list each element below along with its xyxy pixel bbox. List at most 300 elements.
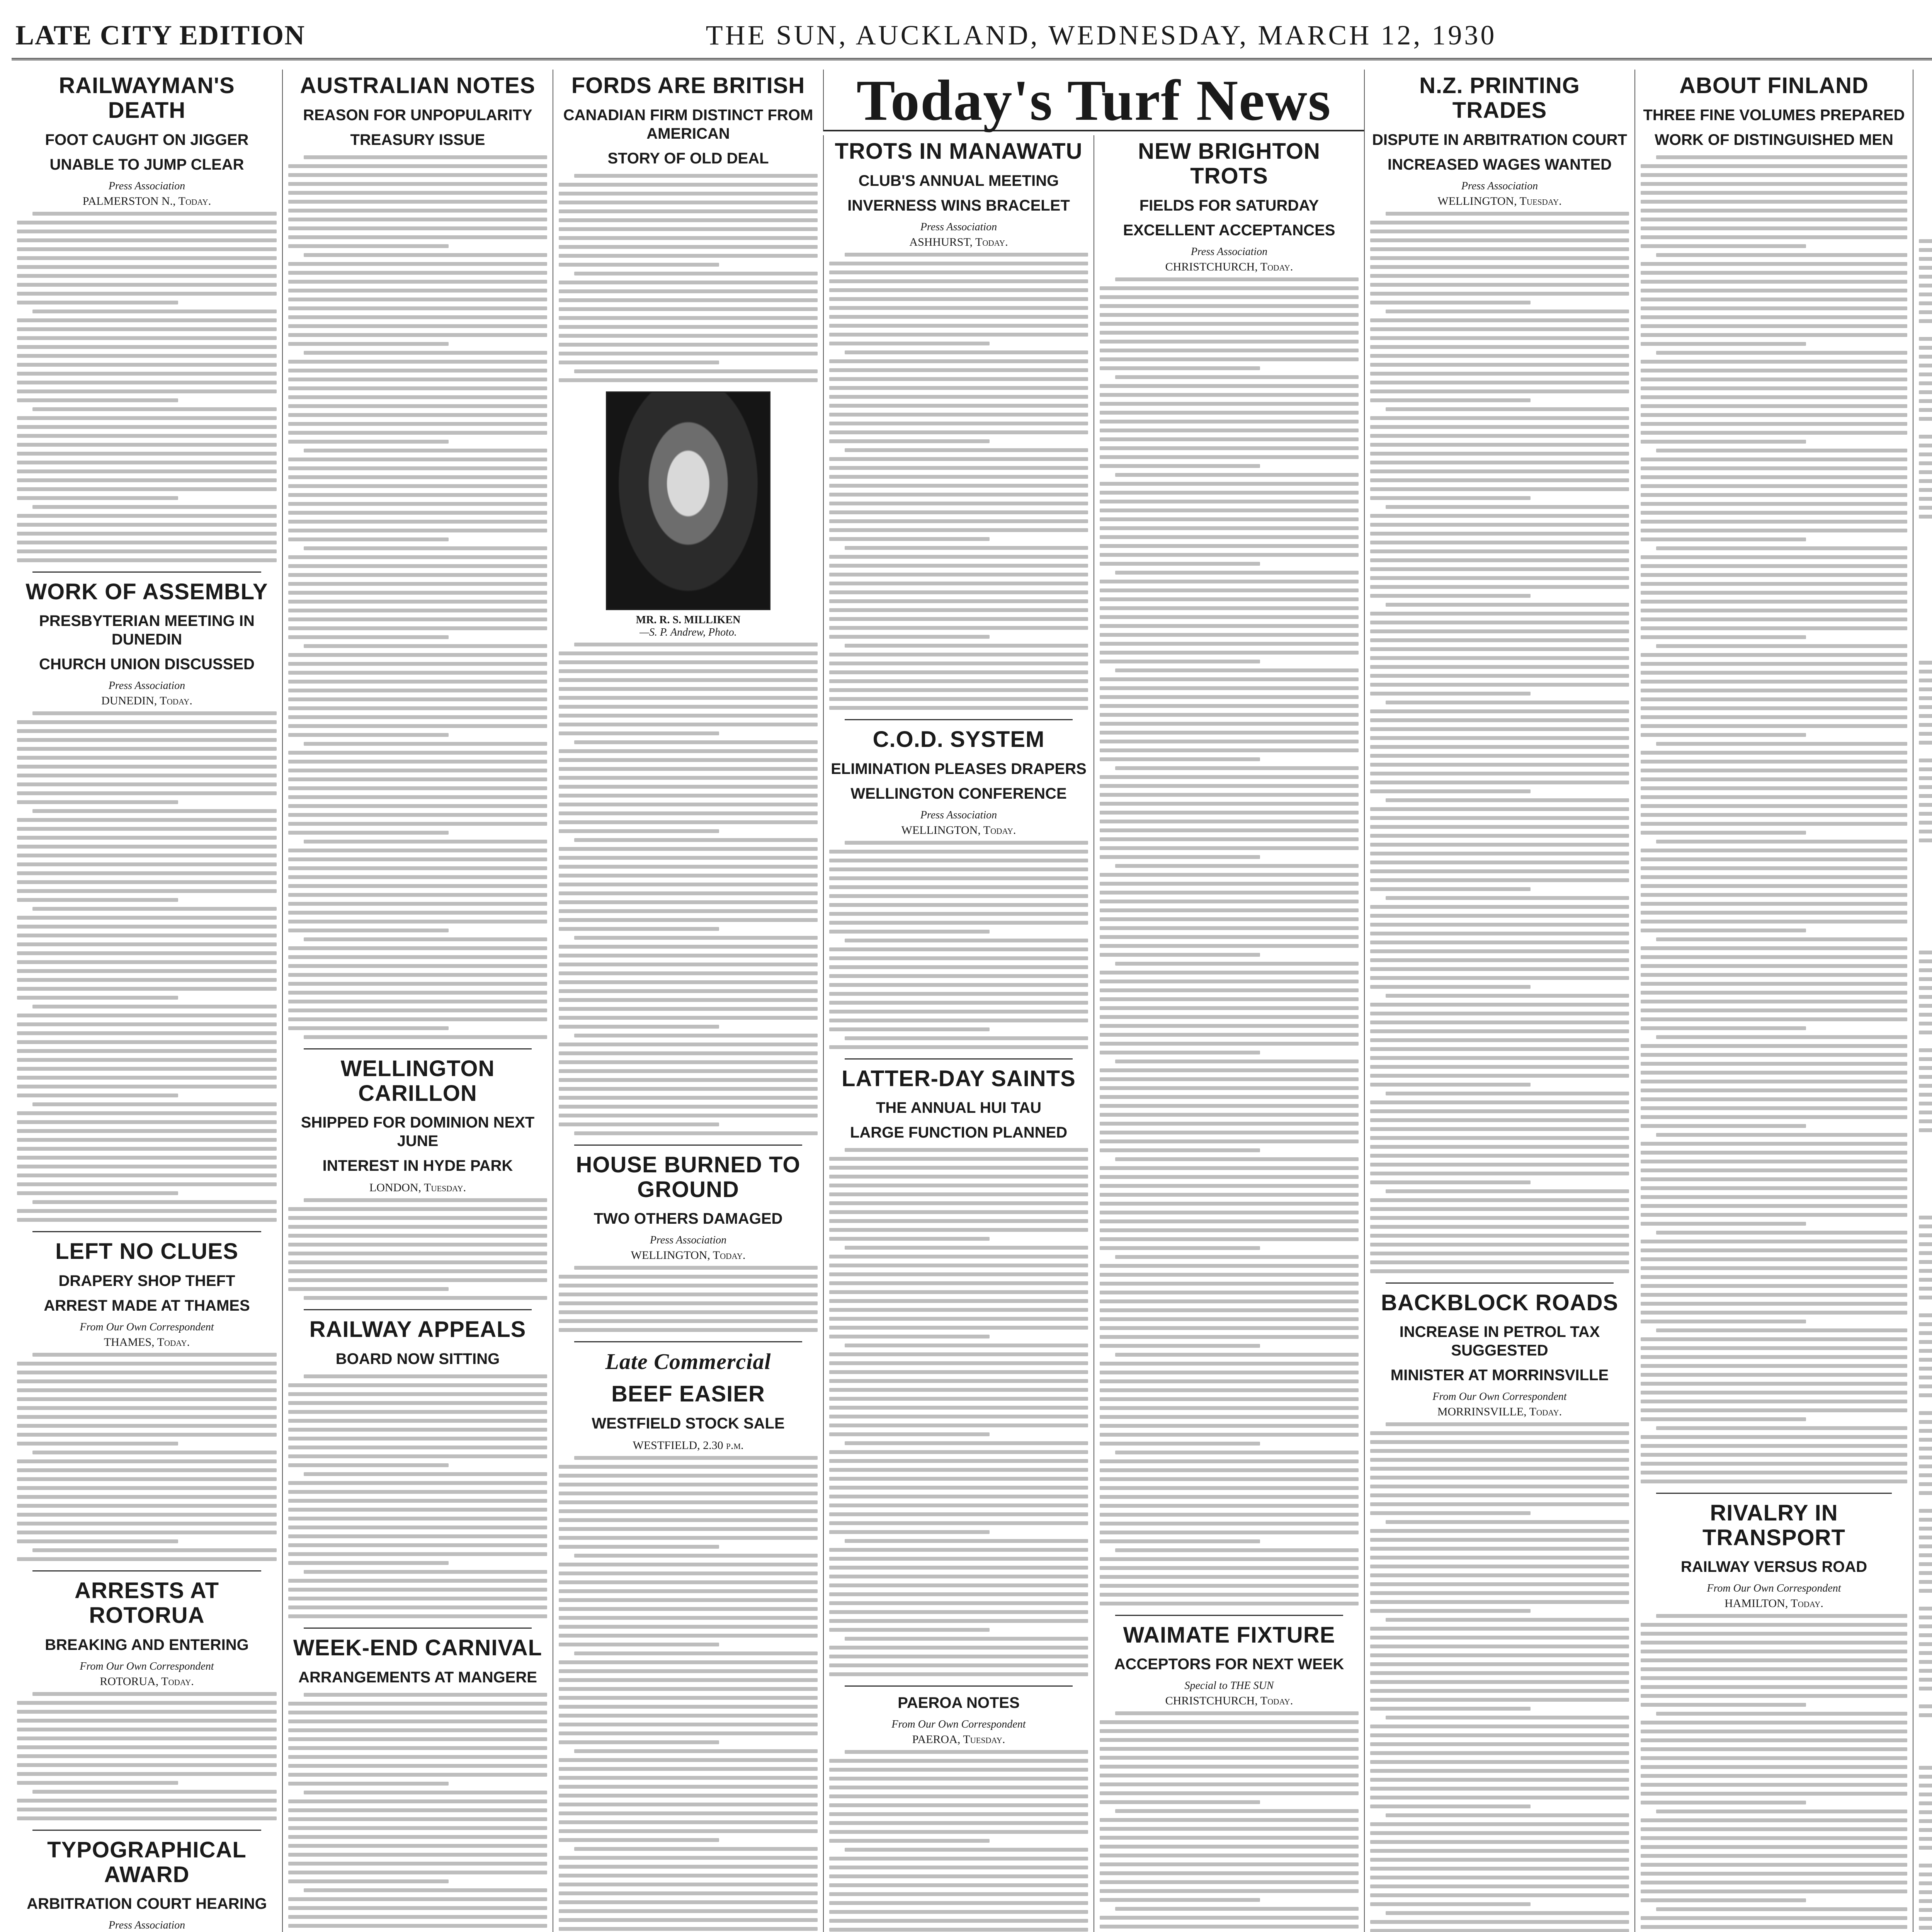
text-line xyxy=(17,1513,277,1517)
text-line xyxy=(288,511,547,515)
text-line xyxy=(1370,549,1629,553)
text-line xyxy=(559,1883,818,1886)
text-line xyxy=(288,1826,547,1830)
text-line xyxy=(1370,1582,1629,1586)
text-line xyxy=(1641,804,1907,808)
text-line xyxy=(1370,985,1531,989)
divider xyxy=(574,1341,802,1342)
text-line xyxy=(829,867,1088,871)
text-line xyxy=(1370,1876,1629,1879)
text-line xyxy=(1919,732,1932,736)
text-line xyxy=(1919,838,1932,842)
text-line xyxy=(304,840,547,844)
text-line xyxy=(1370,772,1629,776)
text-line xyxy=(559,1705,818,1709)
headline: NEW BRIGHTON TROTS xyxy=(1138,139,1320,189)
text-line xyxy=(559,201,818,204)
text-line xyxy=(288,422,547,426)
text-line xyxy=(32,1200,277,1204)
text-line xyxy=(1641,164,1907,168)
text-line xyxy=(1919,346,1932,350)
text-line xyxy=(1115,473,1359,477)
text-line xyxy=(288,617,547,621)
text-line xyxy=(1641,529,1907,532)
text-line xyxy=(1370,1109,1629,1113)
text-line xyxy=(1100,437,1359,441)
text-line xyxy=(17,1362,277,1366)
text-line xyxy=(1641,1355,1907,1359)
text-line xyxy=(304,1296,547,1300)
text-line xyxy=(559,669,818,673)
text-line xyxy=(17,1031,277,1035)
text-line xyxy=(559,971,818,975)
text-line xyxy=(288,1401,547,1405)
text-line xyxy=(1919,1349,1932,1353)
text-line xyxy=(1919,741,1932,745)
text-line xyxy=(1656,1133,1907,1137)
text-line xyxy=(17,747,277,751)
text-line xyxy=(288,475,547,479)
headline: WELLINGTON CARILLON xyxy=(340,1056,495,1106)
text-line xyxy=(1656,155,1907,159)
text-line xyxy=(17,1531,277,1534)
text-line xyxy=(17,514,277,518)
text-line xyxy=(559,865,818,869)
text-line xyxy=(559,1007,818,1011)
text-line xyxy=(1370,1449,1629,1453)
text-line xyxy=(1641,262,1907,266)
text-line xyxy=(559,1909,818,1913)
text-line xyxy=(1919,785,1932,789)
dateline: ROTORUA, Today. xyxy=(100,1675,194,1688)
text-line xyxy=(559,829,719,833)
text-line xyxy=(829,912,1088,916)
text-line xyxy=(1641,929,1806,932)
text-line xyxy=(1919,381,1932,385)
text-line xyxy=(1919,1313,1932,1317)
text-line xyxy=(1919,1084,1932,1088)
subheadline: SHIPPED FOR DOMINION NEXT JUNE xyxy=(301,1114,535,1150)
text-line xyxy=(829,1566,1088,1570)
text-line xyxy=(1100,1326,1359,1330)
text-line xyxy=(17,372,277,376)
text-line xyxy=(829,1583,1088,1587)
text-line xyxy=(1115,864,1359,868)
text-line xyxy=(1100,322,1359,326)
text-line xyxy=(559,980,818,984)
text-line xyxy=(829,1857,1088,1861)
text-line xyxy=(288,564,547,568)
text-line xyxy=(1641,1417,1806,1421)
text-line xyxy=(559,1563,818,1566)
text-line xyxy=(829,1874,1088,1878)
text-line xyxy=(1641,413,1907,417)
text-line xyxy=(1100,446,1359,450)
text-line xyxy=(829,1830,1088,1834)
text-line xyxy=(1641,1916,1907,1920)
newspaper-dateline: THE SUN, AUCKLAND, WEDNESDAY, MARCH 12, 1930 xyxy=(706,20,1497,51)
text-line xyxy=(1919,417,1932,421)
text-line xyxy=(288,1579,547,1583)
text-line xyxy=(1641,422,1907,426)
edition-label: LATE CITY EDITION xyxy=(15,20,306,51)
text-line xyxy=(1919,1491,1932,1495)
text-line xyxy=(829,608,1088,612)
text-line xyxy=(559,1589,818,1593)
text-line xyxy=(17,354,277,358)
text-line xyxy=(1641,1097,1907,1101)
text-line xyxy=(559,316,818,320)
text-line xyxy=(829,859,1088,862)
text-line xyxy=(17,425,277,429)
text-line xyxy=(1641,386,1907,390)
text-line xyxy=(1641,662,1907,666)
text-line xyxy=(1919,1482,1932,1486)
text-line xyxy=(1919,1651,1932,1655)
text-line xyxy=(829,1450,1088,1454)
subheadline xyxy=(1919,131,1932,168)
text-line xyxy=(1100,1006,1359,1010)
text-line xyxy=(1641,271,1907,275)
byline: Press Association xyxy=(108,180,185,192)
text-line xyxy=(1641,431,1907,435)
text-line xyxy=(829,1610,1088,1614)
text-line xyxy=(1370,1003,1629,1007)
text-line xyxy=(17,854,277,857)
divider xyxy=(845,1058,1073,1060)
text-line xyxy=(1641,1818,1907,1822)
text-line xyxy=(288,1017,547,1021)
text-line xyxy=(1100,1477,1359,1481)
text-line xyxy=(288,209,547,213)
text-line xyxy=(17,274,277,278)
text-line xyxy=(288,769,547,772)
text-line xyxy=(1370,469,1629,473)
text-line xyxy=(1370,283,1629,287)
text-line xyxy=(1656,1035,1907,1039)
text-line xyxy=(1115,1060,1359,1063)
text-line xyxy=(17,1539,178,1543)
text-line xyxy=(1919,1429,1932,1433)
column-2 xyxy=(282,70,553,1932)
text-line xyxy=(829,475,1088,479)
text-line xyxy=(1370,1627,1629,1631)
text-line xyxy=(559,767,818,771)
text-line xyxy=(17,765,277,769)
text-line xyxy=(829,1255,1088,1259)
text-line xyxy=(17,301,178,304)
text-line xyxy=(559,1545,719,1549)
caption-name: MR. R. S. MILLIKEN xyxy=(636,614,741,626)
text-line xyxy=(559,651,818,655)
text-line xyxy=(1100,1557,1359,1561)
text-line xyxy=(1641,1444,1907,1448)
text-line xyxy=(1641,857,1907,861)
text-line xyxy=(829,1432,990,1436)
headline: WEEK-END CARNIVAL xyxy=(293,1635,543,1661)
text-line xyxy=(1115,1255,1359,1259)
text-line xyxy=(288,1526,547,1529)
text-line xyxy=(288,1534,547,1538)
text-line xyxy=(1100,1800,1260,1804)
text-line xyxy=(17,523,277,527)
text-line xyxy=(559,1293,818,1296)
article-body xyxy=(559,1266,818,1332)
text-line xyxy=(1100,1539,1260,1543)
text-line xyxy=(288,911,547,915)
text-line xyxy=(559,1723,818,1726)
text-line xyxy=(1100,855,1260,859)
article-body xyxy=(288,1198,547,1300)
text-line xyxy=(1641,813,1907,817)
text-line xyxy=(1370,558,1629,562)
text-line xyxy=(288,191,547,195)
text-line xyxy=(17,1816,277,1820)
text-line xyxy=(1641,1765,1907,1769)
text-line xyxy=(829,430,1088,434)
text-line xyxy=(1370,1269,1629,1273)
text-line xyxy=(574,1456,818,1460)
text-line xyxy=(1641,777,1907,781)
text-line xyxy=(1641,1204,1907,1208)
text-line xyxy=(17,960,277,964)
text-line xyxy=(1641,1872,1907,1876)
text-line xyxy=(1641,1685,1907,1689)
byline: Press Association xyxy=(1461,180,1538,192)
text-line xyxy=(845,1848,1088,1852)
text-line xyxy=(1100,464,1260,468)
text-line xyxy=(845,253,1088,257)
text-line xyxy=(288,395,547,399)
text-line xyxy=(1641,635,1806,639)
text-line xyxy=(829,1892,1088,1896)
text-line xyxy=(559,1865,818,1869)
text-line xyxy=(829,439,990,443)
text-line xyxy=(288,378,547,381)
text-line xyxy=(1370,647,1629,651)
text-line xyxy=(1641,1898,1806,1902)
text-line xyxy=(1100,455,1359,459)
text-line xyxy=(1641,875,1907,879)
text-line xyxy=(1370,1476,1629,1480)
text-line xyxy=(1386,1422,1629,1426)
text-line xyxy=(1370,1929,1629,1932)
text-line xyxy=(1100,1335,1359,1339)
text-line xyxy=(829,404,1088,408)
text-line xyxy=(1100,1729,1359,1733)
text-line xyxy=(288,298,547,301)
text-line xyxy=(1919,1456,1932,1459)
text-line xyxy=(288,1746,547,1750)
text-line xyxy=(1100,1175,1359,1179)
text-line xyxy=(559,1509,818,1513)
text-line xyxy=(17,1379,277,1383)
text-line xyxy=(288,520,547,524)
text-line xyxy=(1641,1658,1907,1662)
text-line xyxy=(829,1175,1088,1179)
text-line xyxy=(1641,609,1907,612)
subheadline: WELLINGTON CONFERENCE xyxy=(850,785,1067,802)
text-line xyxy=(829,956,1088,960)
text-line xyxy=(1641,751,1907,755)
text-line xyxy=(288,1499,547,1503)
text-line xyxy=(1641,1177,1907,1181)
text-line xyxy=(17,496,178,500)
text-line xyxy=(1641,484,1907,488)
subheadline: EXCELLENT ACCEPTANCES xyxy=(1123,221,1335,239)
text-line xyxy=(845,1036,1088,1040)
text-line xyxy=(288,760,547,764)
text-line xyxy=(288,1862,547,1866)
text-line xyxy=(1919,1473,1932,1477)
text-line xyxy=(559,794,818,798)
text-line xyxy=(559,1474,818,1478)
text-line xyxy=(1370,1012,1629,1015)
text-line xyxy=(1641,1293,1907,1297)
text-line xyxy=(17,1209,277,1213)
text-line xyxy=(829,297,1088,301)
text-line xyxy=(1100,1486,1359,1490)
text-line xyxy=(17,1415,277,1419)
headline: LATTER-DAY SAINTS xyxy=(842,1066,1076,1091)
text-line xyxy=(829,1459,1088,1463)
text-line xyxy=(1641,1391,1907,1395)
text-line xyxy=(288,280,547,284)
text-line xyxy=(829,1237,990,1241)
text-line xyxy=(1919,951,1932,954)
text-line xyxy=(1919,1013,1932,1017)
text-line xyxy=(1919,1066,1932,1070)
text-line xyxy=(17,532,277,536)
text-line xyxy=(829,1027,990,1031)
text-line xyxy=(1100,1602,1359,1605)
text-line xyxy=(17,1736,277,1740)
headline xyxy=(1919,545,1932,570)
text-line xyxy=(1100,1166,1359,1170)
text-line xyxy=(1919,1571,1932,1575)
text-line xyxy=(1641,822,1907,826)
text-line xyxy=(1919,284,1932,287)
text-line xyxy=(1641,1738,1907,1742)
text-line xyxy=(1100,1015,1359,1019)
text-line xyxy=(288,1383,547,1387)
text-line xyxy=(559,1856,818,1860)
text-line xyxy=(559,209,818,213)
text-line xyxy=(559,1900,818,1904)
text-line xyxy=(17,461,277,464)
text-line xyxy=(559,1492,818,1495)
text-line xyxy=(829,679,1088,683)
text-line xyxy=(1370,1849,1629,1853)
text-line xyxy=(1919,830,1932,833)
text-line xyxy=(1919,372,1932,376)
article-body xyxy=(1919,652,1932,842)
text-line xyxy=(288,751,547,755)
text-line xyxy=(829,537,990,541)
text-line xyxy=(559,856,818,860)
text-line xyxy=(1370,1858,1629,1862)
section-heading xyxy=(1919,1150,1932,1174)
text-line xyxy=(559,1105,818,1109)
text-line xyxy=(1919,1384,1932,1388)
text-line xyxy=(1641,1774,1907,1778)
text-line xyxy=(1100,1246,1260,1250)
text-line xyxy=(1100,926,1359,930)
subheadline: BOARD NOW SITTING xyxy=(335,1350,500,1368)
text-line xyxy=(1370,1573,1629,1577)
text-line xyxy=(17,1165,277,1168)
text-line xyxy=(829,359,1088,363)
article-body xyxy=(1641,1614,1907,1932)
text-line xyxy=(1100,1193,1359,1197)
text-line xyxy=(1370,976,1629,980)
text-line xyxy=(1100,793,1359,797)
text-line xyxy=(559,254,818,258)
text-line xyxy=(288,1906,547,1910)
text-line xyxy=(288,831,449,835)
text-line xyxy=(1100,1522,1359,1526)
text-line xyxy=(1641,244,1806,248)
text-line xyxy=(559,1634,818,1638)
text-line xyxy=(1641,440,1806,444)
text-line xyxy=(1370,1920,1629,1924)
text-line xyxy=(288,1764,547,1768)
subheadline: INCREASED WAGES WANTED xyxy=(1387,156,1612,173)
text-line xyxy=(1641,1845,1907,1849)
divider xyxy=(574,1145,802,1146)
text-line xyxy=(288,733,449,737)
text-line xyxy=(288,1508,547,1512)
text-line xyxy=(1641,1408,1907,1412)
text-line xyxy=(288,555,547,559)
text-line xyxy=(1370,745,1629,749)
text-line xyxy=(829,262,1088,265)
text-line xyxy=(1100,1415,1359,1419)
text-line xyxy=(288,404,547,408)
text-line xyxy=(288,1260,547,1264)
text-line xyxy=(1370,665,1629,669)
text-line xyxy=(829,1628,990,1632)
article-body xyxy=(17,1353,277,1561)
text-line xyxy=(1641,1062,1907,1066)
text-line xyxy=(559,1016,818,1020)
text-line xyxy=(1370,869,1629,873)
divider xyxy=(845,1685,1073,1687)
text-line xyxy=(288,493,547,497)
text-line xyxy=(829,1019,1088,1022)
divider xyxy=(32,571,261,573)
text-line xyxy=(1919,968,1932,972)
text-line xyxy=(1641,1889,1907,1893)
text-line xyxy=(559,218,818,222)
text-line xyxy=(1641,1925,1907,1929)
text-line xyxy=(1370,1769,1629,1773)
text-line xyxy=(1100,1228,1359,1232)
text-line xyxy=(829,1512,1088,1516)
subheadline: TWO OTHERS DAMAGED xyxy=(594,1210,783,1228)
text-line xyxy=(17,729,277,733)
text-line xyxy=(1641,1400,1907,1403)
text-line xyxy=(559,918,818,922)
subheadline: ARREST MADE AT THAMES xyxy=(44,1297,250,1315)
text-line xyxy=(559,1740,719,1744)
text-line xyxy=(288,1871,547,1874)
article-body xyxy=(1919,942,1932,1132)
divider xyxy=(1656,1493,1892,1494)
text-line xyxy=(1919,1464,1932,1468)
headline: C.O.D. SYSTEM xyxy=(872,726,1045,752)
text-line xyxy=(288,1216,547,1220)
